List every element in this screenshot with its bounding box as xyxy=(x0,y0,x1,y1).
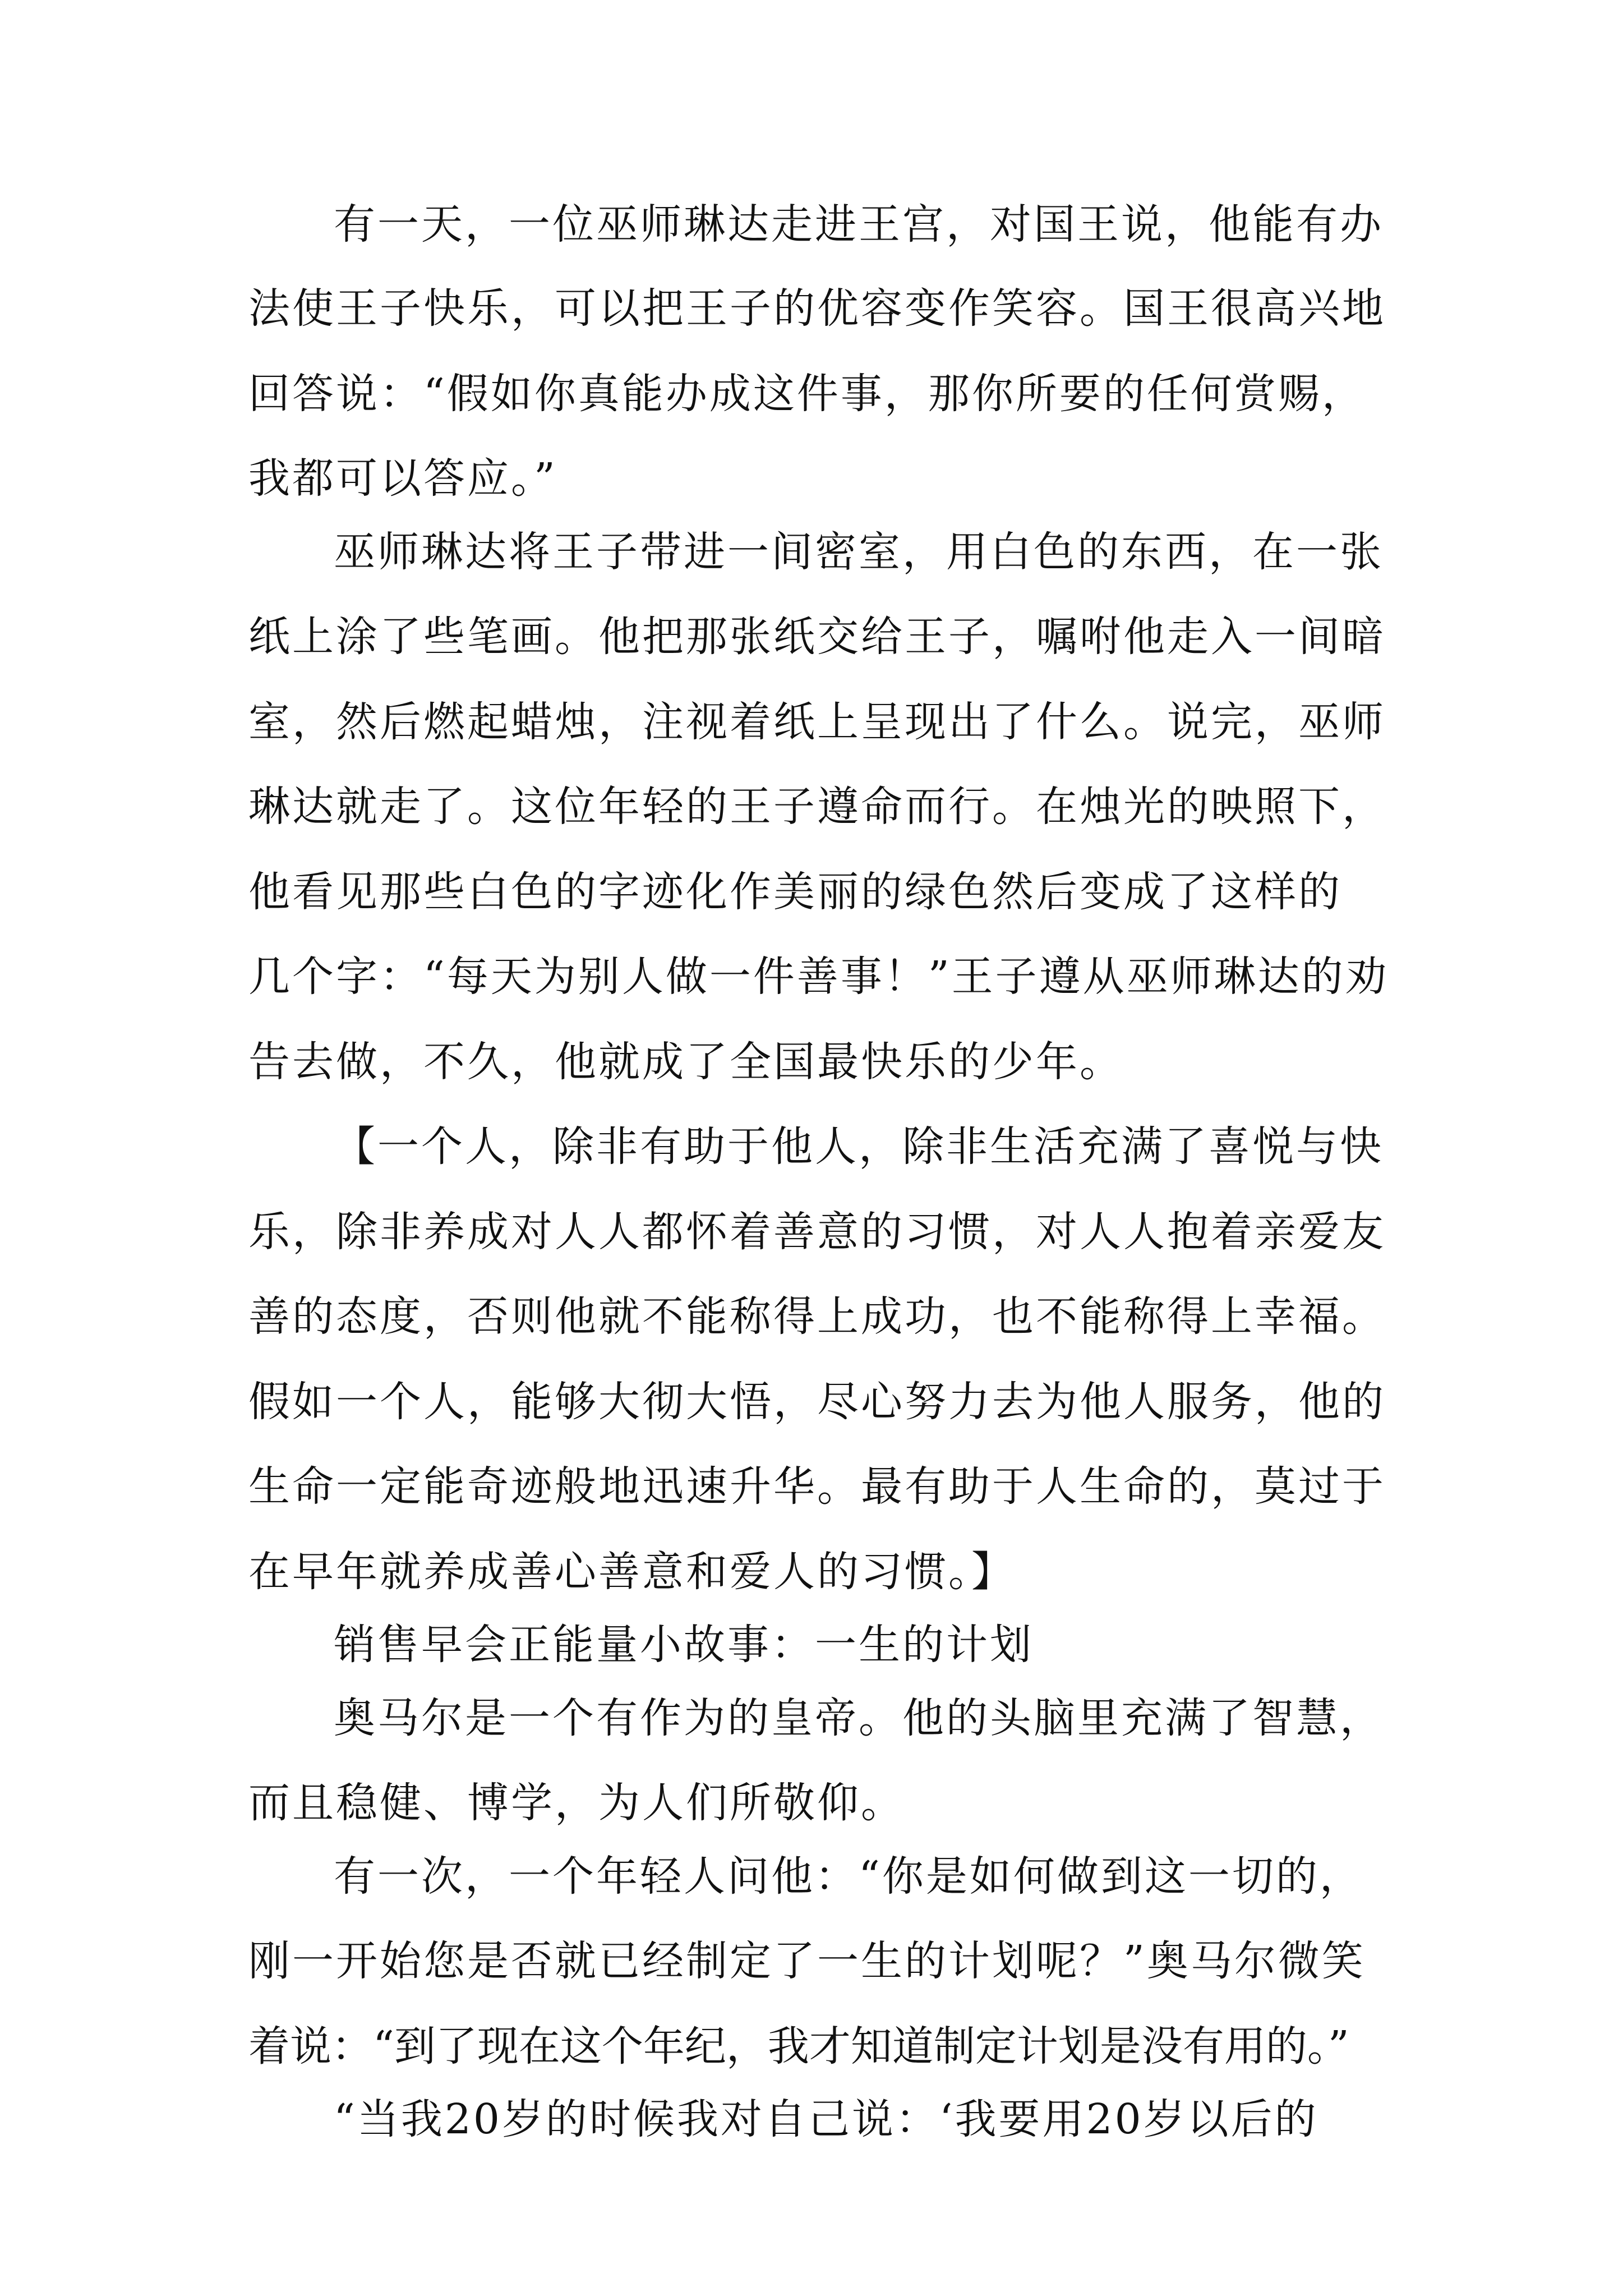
text-line: 告去做，不久，他就成了全国最快乐的少年。 xyxy=(248,1038,1123,1086)
text-line: 纸上涂了些笔画。他把那张纸交给王子，嘱咐他走入一间暗 xyxy=(248,613,1386,661)
text-line: 奥马尔是一个有作为的皇帝。他的头脑里充满了智慧， xyxy=(334,1694,1384,1742)
text-line: 巫师琳达将王子带进一间密室，用白色的东西，在一张 xyxy=(334,528,1384,576)
text-line: 着说：“到了现在这个年纪，我才知道制定计划是没有用的。” xyxy=(248,2022,1349,2070)
text-line: “当我20岁的时候我对自己说：‘我要用20岁以后的 xyxy=(334,2095,1318,2143)
text-line: 假如一个人，能够大彻大悟，尽心努力去为他人服务，他的 xyxy=(248,1378,1386,1426)
text-line: 几个字：“每天为别人做一件善事！”王子遵从巫师琳达的劝 xyxy=(248,953,1389,1001)
text-line: 【一个人，除非有助于他人，除非生活充满了喜悦与快 xyxy=(334,1122,1384,1171)
text-line: 善的态度，否则他就不能称得上成功，也不能称得上幸福。 xyxy=(248,1292,1386,1341)
text-line: 乐，除非养成对人人都怀着善意的习惯，对人人抱着亲爱友 xyxy=(248,1208,1386,1256)
text-line: 室，然后燃起蜡烛，注视着纸上呈现出了什么。说完，巫师 xyxy=(248,698,1386,746)
text-line: 他看见那些白色的字迹化作美丽的绿色然后变成了这样的 xyxy=(248,868,1342,916)
text-line: 而且稳健、博学，为人们所敬仰。 xyxy=(248,1779,905,1827)
text-line: 在早年就养成善心善意和爱人的习惯。】 xyxy=(248,1548,1015,1596)
text-line: 琳达就走了。这位年轻的王子遵命而行。在烛光的映照下， xyxy=(248,783,1386,831)
text-line: 有一次，一个年轻人问他：“你是如何做到这一切的， xyxy=(334,1852,1363,1901)
text-line: 刚一开始您是否就已经制定了一生的计划呢？”奥马尔微笑 xyxy=(248,1937,1366,1985)
text-line: 回答说：“假如你真能办成这件事，那你所要的任何赏赐， xyxy=(248,370,1366,418)
text-line: 生命一定能奇迹般地迅速升华。最有助于人生命的，莫过于 xyxy=(248,1462,1386,1511)
section-heading: 销售早会正能量小故事：一生的计划 xyxy=(334,1621,1034,1669)
text-line: 我都可以答应。” xyxy=(248,454,557,503)
text-line: 法使王子快乐，可以把王子的优容变作笑容。国王很高兴地 xyxy=(248,284,1386,333)
text-line: 有一天，一位巫师琳达走进王宫，对国王说，他能有办 xyxy=(334,200,1384,249)
